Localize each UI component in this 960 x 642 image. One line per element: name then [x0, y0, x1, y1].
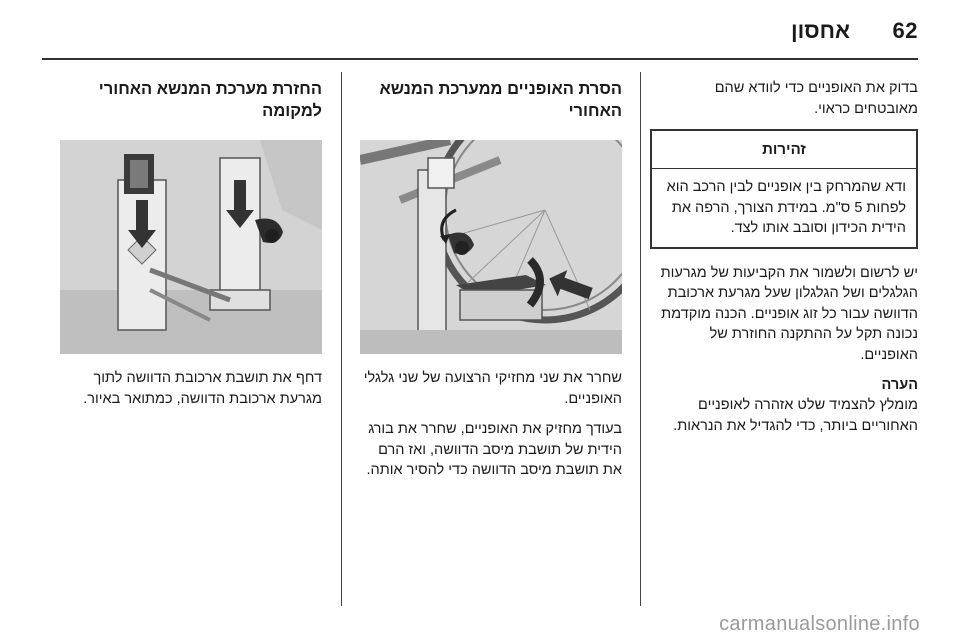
- warning-box: [650, 129, 918, 249]
- watermark: carmanualsonline.info: [719, 613, 920, 635]
- reinstall-heading: החזרת מערכת המנשא האחורי למקומה: [98, 80, 322, 120]
- header-rule: [42, 58, 918, 60]
- release-holders-paragraph: שחרר את שני מחזיקי הרצועה של שני גלגלי האופניים.: [363, 370, 622, 407]
- bike-carrier-drawing: [360, 140, 622, 354]
- bracket-insertion-illustration: [60, 140, 322, 354]
- column-middle: [360, 78, 622, 491]
- note-text: מומלץ להצמיד שלט אזהרה לאופניים האחוריים ביותר, כדי להגדיל את הנראות.: [673, 397, 918, 434]
- column-divider-right: [640, 72, 641, 606]
- column-right: [650, 78, 918, 446]
- bike-removal-illustration: [360, 140, 622, 354]
- intro-paragraph: בדוק את האופניים כדי לוודא שהם מאובטחים כראוי.: [714, 80, 918, 117]
- column-divider-left: [341, 72, 342, 606]
- bracket-insertion-drawing: [60, 140, 322, 354]
- warning-title: זהירות: [652, 131, 916, 169]
- removal-heading: הסרת האופניים ממערכת המנשא האחורי: [379, 80, 622, 120]
- column-left: [60, 78, 322, 419]
- remove-bracket-paragraph: בעודך מחזיק את האופניים, שחרר את בורג הידית של תושבת מיסב הדוושה, ואז הרם את תושבת מיסב הדוושה כדי להסיר אותה.: [366, 421, 622, 478]
- page-header: [0, 0, 960, 62]
- section-title: אחסון: [790, 18, 850, 43]
- note-title: הערה: [881, 377, 918, 393]
- settings-paragraph: יש לרשום ולשמור את הקביעות של מגרעות הגלגלים ושל הגלגלון שעל מגרעת ארכובת הדוושה עבור כל זוג אופניים. הכנה מוקדמת נכונה תקל על ההתקנה החוזרת של האופניים.: [660, 264, 918, 363]
- warning-text: ודא שהמרחק בין אופניים לבין הרכב הוא לפחות 5 ס"מ. במידת הצורך, הרפה את הידית הכידון וסובב אותו לצד.: [666, 179, 906, 236]
- page-number: 62: [892, 18, 918, 43]
- push-bracket-paragraph: דחף את תושבת ארכובת הדוושה לתוך מגרעת ארכובת הדוושה, כמתואר באיור.: [83, 370, 322, 407]
